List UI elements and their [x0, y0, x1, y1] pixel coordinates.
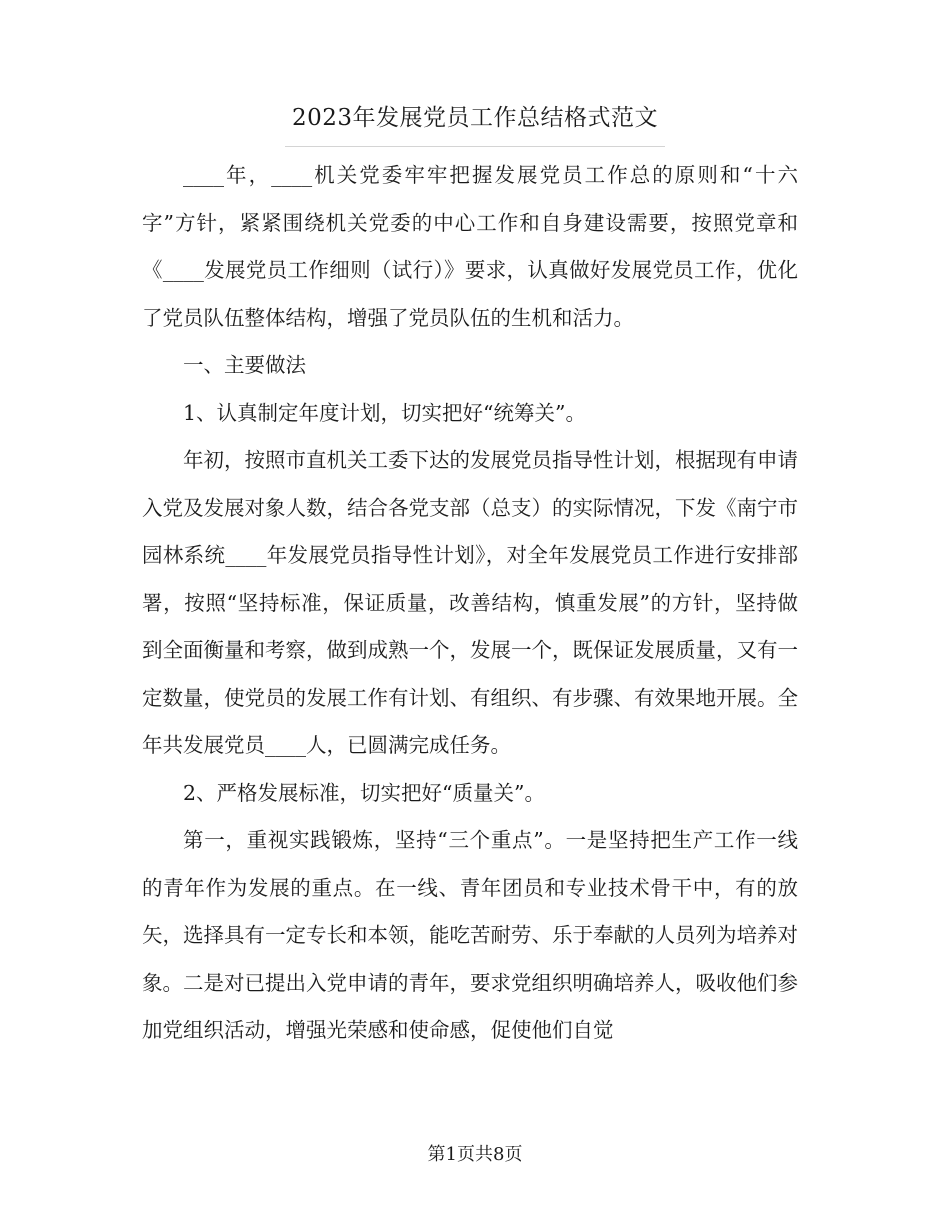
paragraph-intro: ____年，____机关党委牢牢把握发展党员工作总的原则和“十六字”方针，紧紧围绕机关党委的中心工作和自身建设需要，按照党章和《____发展党员工作细则（试行）》要求，认真做好发展党员工作，优化了党员队伍整体结构，增强了党员队伍的生机和活力。: [142, 163, 798, 330]
page-number: 第1页共8页: [427, 1144, 523, 1165]
subheading-annual-plan: 1、认真制定年度计划，切实把好“统筹关”。: [183, 400, 587, 425]
paragraph-practice: 第一，重视实践锻炼，坚持“三个重点”。一是坚持把生产工作一线的青年作为发展的重点。在一线、青年团员和专业技术骨干中，有的放矢，选择具有一定专长和本领，能吃苦耐劳、乐于奉献的人员列为培养对象。二是对已提出入党申请的青年，要求党组织明确培养人，吸收他们参加党组织活动，增强光荣感和使命感，促使他们自觉: [142, 828, 798, 1042]
document-body: [142, 152, 798, 1055]
title-divider: [285, 146, 665, 147]
paragraph-annual-plan: 年初，按照市直机关工委下达的发展党员指导性计划，根据现有申请入党及发展对象人数，结合各党支部（总支）的实际情况，下发《南宁市园林系统____年发展党员指导性计划》，对全年发展党员工作进行安排部署，按照“坚持标准，保证质量，改善结构，慎重发展”的方针，坚持做到全面衡量和考察，做到成熟一个，发展一个，既保证发展质量，又有一定数量，使党员的发展工作有计划、有组织、有步骤、有效果地开展。全年共发展党员____人，已圆满完成任务。: [142, 448, 798, 757]
document-title: 2023年发展党员工作总结格式范文: [291, 105, 659, 131]
section-heading-main-methods: 一、主要做法: [183, 353, 306, 377]
subheading-quality-standard: 2、严格发展标准，切实把好“质量关”。: [183, 780, 546, 805]
